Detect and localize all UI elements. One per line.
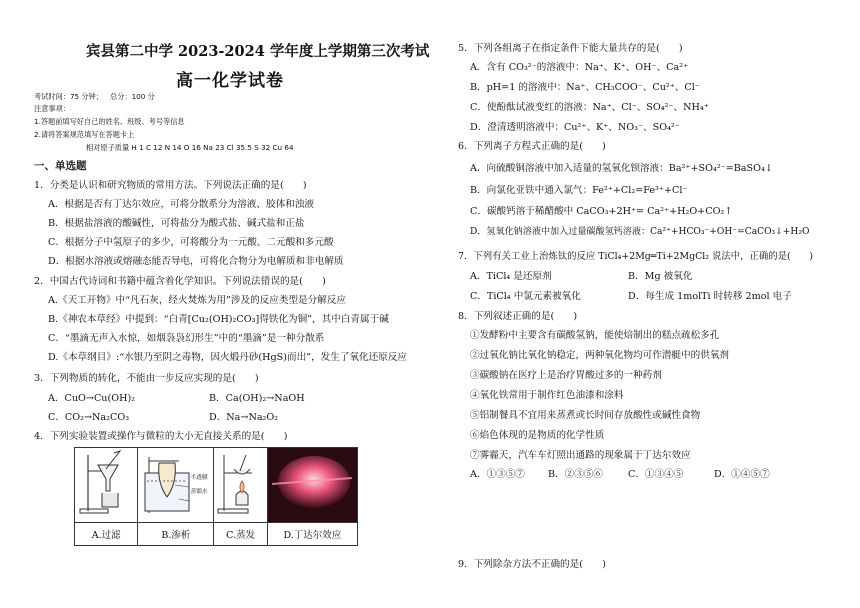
q6-option-a: A．向硫酸铜溶液中加入适量的氢氧化钡溶液：Ba²⁺+SO₄²⁻=BaSO₄↓ xyxy=(470,163,773,174)
q3-option-a: A．CuO→Cu(OH)₂ xyxy=(48,393,136,404)
q6-option-c: C．碳酸钙溶于稀醋酸中 CaCO₃+2H⁺= Ca²⁺+H₂O+CO₂↑ xyxy=(470,206,733,217)
q1-option-b: B．根据盐溶液的酸碱性，可将盐分为酸式盐、碱式盐和正盐 xyxy=(48,218,305,229)
q1-option-a: A．根据是否有丁达尔效应，可将分散系分为溶液、胶体和浊液 xyxy=(48,199,314,210)
q8-stem: 8．下列叙述正确的是( ) xyxy=(458,311,578,322)
q2-option-d: D.《本草纲目》:“水银乃至阴之毒物，因火煅丹砂(HgS)而出”，发生了氧化还原反应 xyxy=(48,352,408,363)
membrane-label: 半透膜 xyxy=(190,475,208,481)
caption-tyndall: D.丁达尔效应 xyxy=(267,523,357,546)
exam-title: 宾县第二中学 2023-2024 学年度上学期第三次考试 xyxy=(86,43,430,60)
caption-evaporation: C.蒸发 xyxy=(214,523,267,546)
q8-item: ④氧化铁常用于制作红色油漆和涂料 xyxy=(470,390,624,401)
tyndall-photo xyxy=(267,448,357,523)
q8-option-c: C．①③④⑤ xyxy=(628,469,684,480)
paper-title: 高一化学试卷 xyxy=(176,71,284,91)
q2-option-b: B.《神农本草经》中提到：“白青[Cu₂(OH)₂CO₃]得铁化为铜”，其中白青属于碱 xyxy=(48,314,389,325)
q8-item: ③碳酸钠在医疗上是治疗胃酸过多的一种药剂 xyxy=(470,370,662,381)
q8-option-a: A．①③⑤⑦ xyxy=(470,469,525,480)
water-label: 蒸馏水 xyxy=(190,489,208,495)
q8-option-b: B．②③⑤⑥ xyxy=(548,469,604,480)
q8-item: ⑥焰色体现的是物质的化学性质 xyxy=(470,430,605,441)
q7-option-d: D．每生成 1molTi 时转移 2mol 电子 xyxy=(628,291,792,302)
q1-stem: 1．分类是认识和研究物质的常用方法。下列说法正确的是( ) xyxy=(34,180,307,191)
tyndall-beam-icon xyxy=(268,448,356,518)
q5-option-a: A．含有 CO₃²⁻的溶液中：Na⁺、K⁺、OH⁻、Ca²⁺ xyxy=(470,62,689,73)
q2-stem: 2．中国古代诗词和书籍中蕴含着化学知识。下列说法错误的是( ) xyxy=(34,276,326,287)
q6-option-b: B．向氯化亚铁中通入氯气：Fe²⁺+Cl₂=Fe³⁺+Cl⁻ xyxy=(470,185,688,196)
evaporation-apparatus xyxy=(214,448,267,523)
dialysis-apparatus xyxy=(138,448,214,523)
q3-option-c: C．CO₂→Na₂CO₃ xyxy=(48,412,130,423)
q7-option-a: A．TiCl₄ 是还原剂 xyxy=(470,271,552,282)
caption-filtration: A.过滤 xyxy=(75,523,138,546)
q9-stem: 9．下列除杂方法不正确的是( ) xyxy=(458,559,606,570)
q7-option-c: C．TiCl₄ 中氯元素被氧化 xyxy=(470,291,581,302)
q4-stem: 4．下列实验装置或操作与微粒的大小无直接关系的是( ) xyxy=(34,431,288,442)
filtration-apparatus xyxy=(75,448,138,523)
q6-stem: 6．下列离子方程式正确的是( ) xyxy=(458,141,606,152)
note-2: 2.请将答案规范填写在答题卡上 xyxy=(34,130,135,139)
q5-option-c: C．使酚酞试液变红的溶液：Na⁺、Cl⁻、SO₄²⁻、NH₄⁺ xyxy=(470,102,709,113)
q3-stem: 3．下列物质的转化，不能由一步反应实现的是( ) xyxy=(34,373,259,384)
exam-time: 考试时间：75 分钟； xyxy=(34,92,103,101)
q3-option-d: D．Na→Na₂O₂ xyxy=(209,412,279,423)
total-score: 总分：100 分 xyxy=(110,92,155,101)
filtration-icon xyxy=(76,449,136,517)
caption-dialysis: B.渗析 xyxy=(138,523,214,546)
section-heading: 一、单选题 xyxy=(34,160,87,172)
q6-option-d: D．氢氧化钠溶液中加入过量碳酸氢钙溶液：Ca²⁺+HCO₃⁻+OH⁻=CaCO₃↓+H₂O xyxy=(470,227,810,237)
q4-figure-table xyxy=(74,447,358,546)
q7-stem: 7．下列有关工业上治炼钛的反应 TiCl₄+2Mg═Ti+2MgCl₂ 说法中，正确的是( ) xyxy=(458,251,814,262)
q1-option-d: D．根据水溶液或熔融态能否导电，可将化合物分为电解质和非电解质 xyxy=(48,256,344,267)
q8-item: ②过氧化钠比氧化钠稳定，两种氧化物均可作潜艇中的供氧剂 xyxy=(470,350,730,361)
q8-item: ⑦雾霾天，汽车车灯照出通路的现象属于丁达尔效应 xyxy=(470,450,691,461)
q5-option-d: D．澄清透明溶液中：Cu²⁺、K⁺、NO₃⁻、SO₄²⁻ xyxy=(470,122,680,133)
q8-item: ⑤铝制餐具不宜用来蒸煮或长时间存放酸性或碱性食物 xyxy=(470,410,701,421)
q1-option-c: C．根据分子中氢原子的多少，可将酸分为一元酸、二元酸和多元酸 xyxy=(48,237,334,248)
q2-option-a: A.《天工开物》中“凡石灰，经火焚炼为用”涉及的反应类型是分解反应 xyxy=(48,295,347,306)
q5-stem: 5．下列各组离子在指定条件下能大量共存的是( ) xyxy=(458,43,683,54)
q7-option-b: B．Mg 被氧化 xyxy=(628,271,693,282)
note-1: 1.答题前填写好自己的姓名、班级、考号等信息 xyxy=(34,117,185,126)
q5-option-b: B．pH=1 的溶液中：Na⁺、CH₃COO⁻、Cu²⁺、Cl⁻ xyxy=(470,82,700,93)
notes-title: 注意事项： xyxy=(34,104,70,113)
atomic-mass: 相对原子质量 H 1 C 12 N 14 O 16 Na 23 Cl 35.5 S 32 Cu 64 xyxy=(86,143,294,152)
q8-option-d: D．①④⑤⑦ xyxy=(714,469,770,480)
q3-option-b: B．Ca(OH)₂→NaOH xyxy=(209,393,305,404)
q8-item: ①发酵粉中主要含有碳酸氢钠，能使焙制出的糕点疏松多孔 xyxy=(470,330,720,341)
q2-option-c: C．“墨滴无声入水惊，如烟袅袅幻形生”中的“墨滴”是一种分散系 xyxy=(48,333,325,344)
evaporation-icon xyxy=(216,449,266,517)
